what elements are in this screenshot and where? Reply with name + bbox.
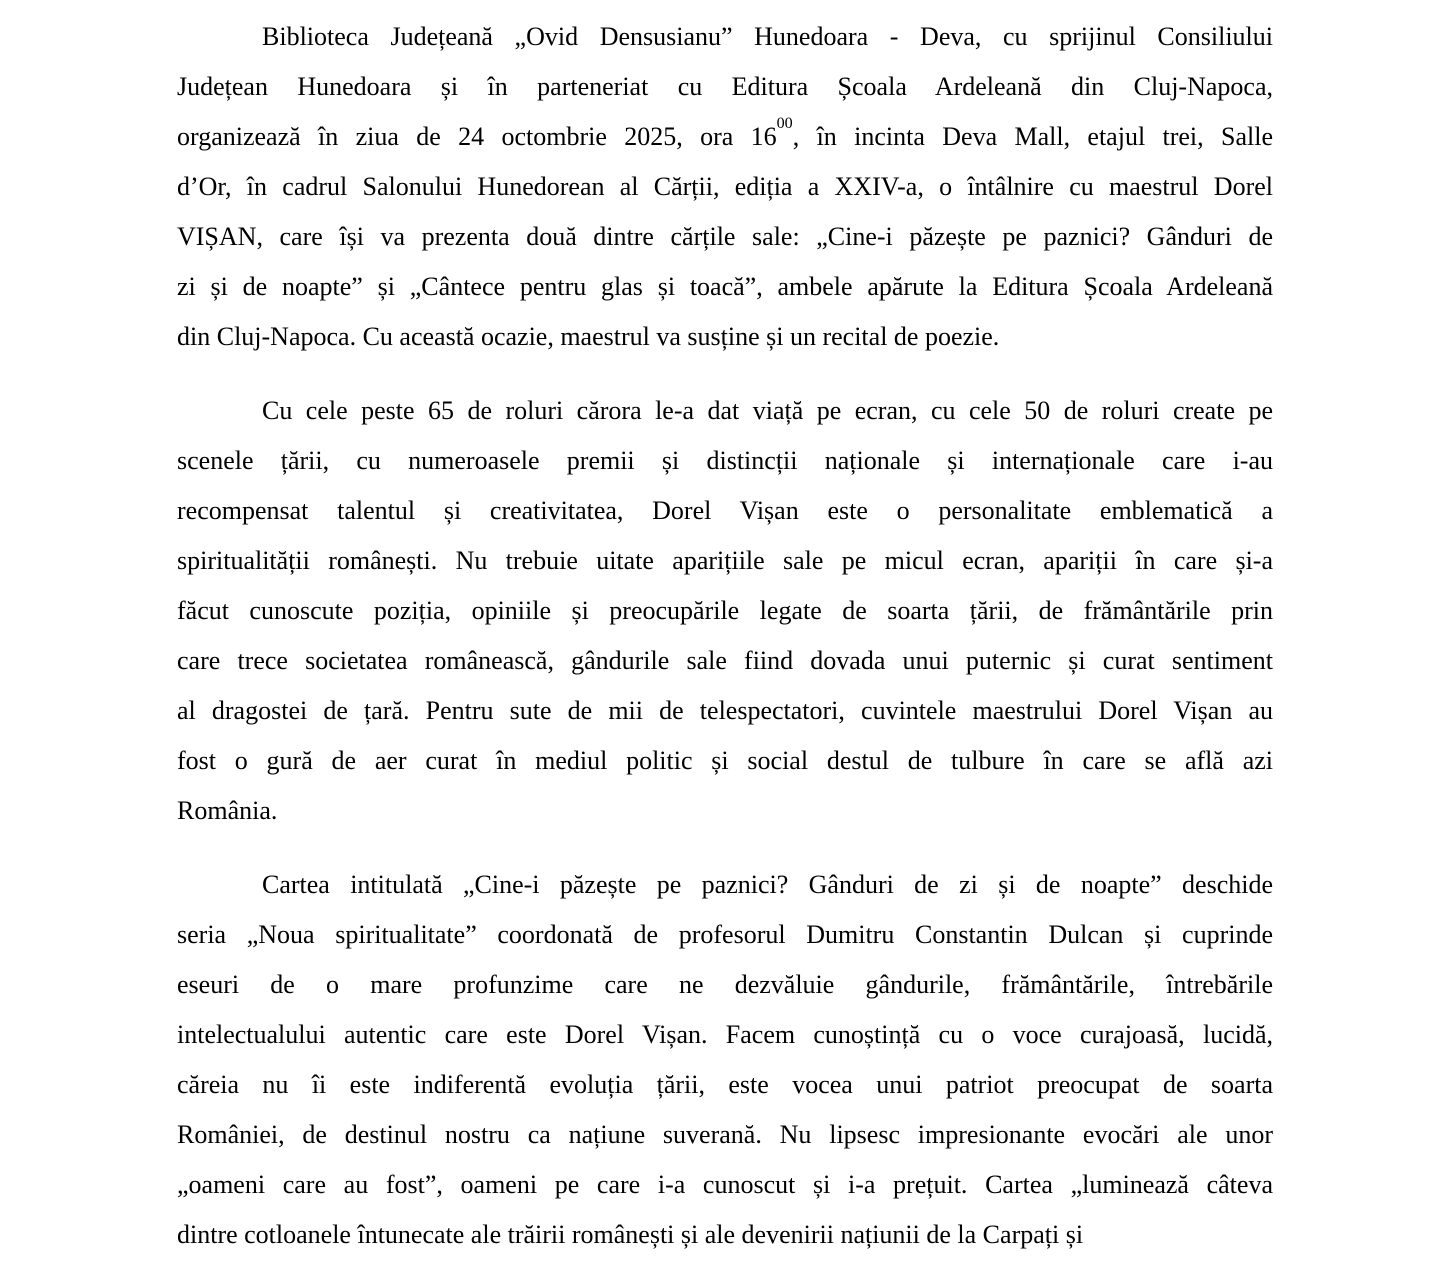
text-line: VIȘAN, care își va prezenta două dintre cărțile sale: „Cine-i păzește pe paznici? Gânduri de <box>177 222 1273 251</box>
text-line: din Cluj-Napoca. Cu această ocazie, maestrul va susține și un recital de poezie. <box>177 322 1000 351</box>
text-line: Județean Hunedoara și în parteneriat cu Editura Școala Ardeleană din Cluj-Napoca, <box>177 72 1273 101</box>
document-body <box>177 12 1273 1260</box>
text-line: „oameni care au fost”, oameni pe care i-a cunoscut și i-a prețuit. Cartea „luminează câteva <box>177 1170 1273 1199</box>
text-line: Biblioteca Județeană „Ovid Densusianu” Hunedoara - Deva, cu sprijinul Consiliului <box>262 22 1273 51</box>
text-line: căreia nu îi este indiferentă evoluția țării, este vocea unui patriot preocupat de soarta <box>177 1070 1273 1099</box>
text-line: României, de destinul nostru ca națiune suverană. Nu lipsesc impresionante evocări ale unor <box>177 1120 1273 1149</box>
text-line: seria „Noua spiritualitate” coordonată de profesorul Dumitru Constantin Dulcan și cuprinde <box>177 920 1273 949</box>
text-line: recompensat talentul și creativitatea, Dorel Vișan este o personalitate emblematică a <box>177 496 1273 525</box>
text-line: scenele țării, cu numeroasele premii și distincții naționale și internaționale care i-au <box>177 446 1273 475</box>
text-line: dintre cotloanele întunecate ale trăirii românești și ale devenirii națiunii de la Carpați și <box>177 1220 1084 1249</box>
text-line: al dragostei de țară. Pentru sute de mii de telespectatori, cuvintele maestrului Dorel Vișan au <box>177 696 1273 725</box>
text-line: intelectualului autentic care este Dorel Vișan. Facem cunoștință cu o voce curajoasă, lucidă, <box>177 1020 1273 1049</box>
text-line: Cu cele peste 65 de roluri cărora le-a dat viață pe ecran, cu cele 50 de roluri create pe <box>262 396 1273 425</box>
paragraph <box>177 860 1273 1260</box>
paragraph <box>177 386 1273 836</box>
text-line: spiritualității românești. Nu trebuie uitate aparițiile sale pe micul ecran, apariții în care și-a <box>177 546 1273 575</box>
paragraph <box>177 12 1273 362</box>
text-line: d’Or, în cadrul Salonului Hunedorean al Cărții, ediția a XXIV-a, o întâlnire cu maestrul Dorel <box>177 172 1273 201</box>
text-line: Cartea intitulată „Cine-i păzește pe paznici? Gânduri de zi și de noapte” deschide <box>262 870 1273 899</box>
text-line: eseuri de o mare profunzime care ne dezvăluie gândurile, frământările, întrebările <box>177 970 1273 999</box>
text-line: organizează în ziua de 24 octombrie 2025, ora $16^{00}$, în incinta Deva Mall, etajul trei, Salle <box>177 115 1273 151</box>
text-line: făcut cunoscute poziția, opiniile și preocupările legate de soarta țării, de frământările prin <box>177 596 1273 625</box>
text-line: care trece societatea românească, gândurile sale fiind dovada unui puternic și curat sentiment <box>177 646 1273 675</box>
text-line: fost o gură de aer curat în mediul politic și social destul de tulbure în care se află azi <box>177 746 1273 775</box>
text-line: zi și de noapte” și „Cântece pentru glas și toacă”, ambele apărute la Editura Școala Ardeleană <box>177 272 1273 301</box>
text-line: România. <box>177 796 278 825</box>
superscript-text: 00 <box>776 115 793 133</box>
